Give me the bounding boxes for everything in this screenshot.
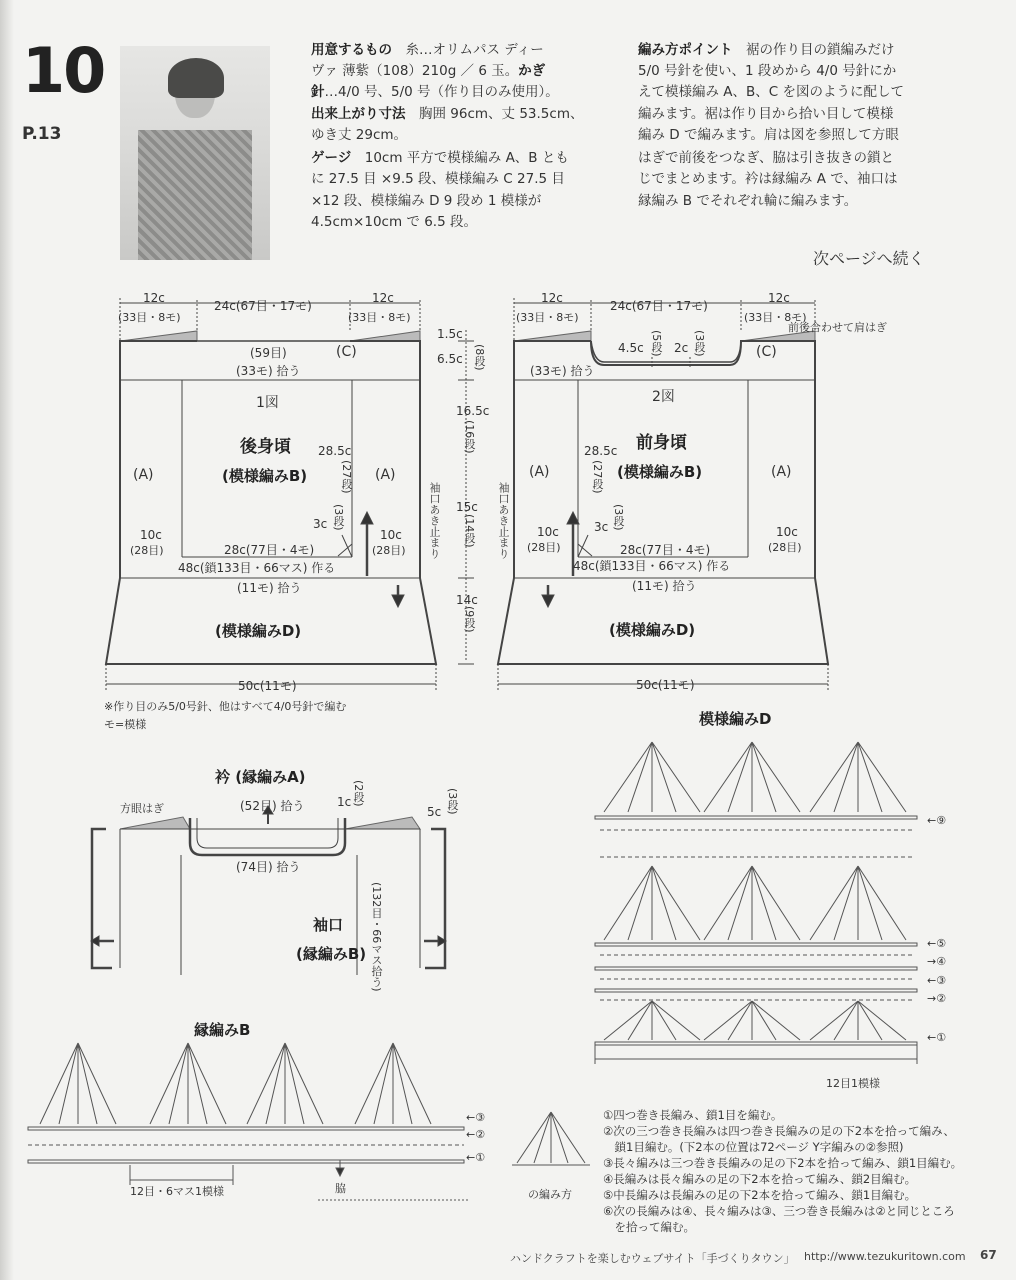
front-title: 前身頃 [636,433,687,453]
edging-b-row-3: ←③ [466,1111,486,1124]
back-w28: 28c(77目・4モ) [224,543,315,557]
materials-line-9: 4.5cm×10cm で 6.5 段。 [311,214,477,230]
note-hooks: ※作り目のみ5/0号針、他はすべて4/0号針で編む [104,700,347,713]
pattern-number: 10 [22,34,105,107]
front-top-left-dim: 12c [541,291,563,305]
pattern-d-row-5: ←⑤ [927,937,947,950]
howto-fan-symbol [512,1112,590,1165]
back-dim-27: (27段) [340,460,353,494]
pattern-d-fans-low [604,1001,906,1040]
pattern-d-row-1: ←① [927,1031,947,1044]
howto-step-2b: 鎖1目編む。(下2本の位置は72ページ Y字編みの②参照) [603,1140,904,1154]
collar-dim-1s: (2段) [352,780,365,807]
pattern-d-bands [595,816,917,1045]
back-dim-3s: (3段) [332,504,345,531]
points-line-3: えて模様編み A、B、C を図のように配して [638,84,905,100]
back-ten-left: 10c [140,528,162,542]
cuff-subtitle: (縁編みB) [296,945,367,963]
collar-title: 衿 (縁編みA) [215,768,306,786]
back-top-right-dim: 12c [372,291,394,305]
materials-line-1: 用意するもの 糸…オリムパス ディー [311,42,544,58]
front-dim-28-5: 28.5c [584,444,618,458]
back-pattern-d: (模様編みD) [215,622,302,640]
dim-14: 14c [456,593,478,607]
front-pattern-c: (C) [756,344,777,360]
front-pick11: (11モ) 拾う [632,579,697,593]
front-pattern-d: (模様編みD) [609,621,696,639]
howto-step-6b: を拾って編む。 [603,1220,695,1234]
collar-grid-join: 方眼はぎ [120,802,164,815]
front-a-left: (A) [529,464,550,480]
front-ten-left-sub: (28目) [527,541,561,554]
howto-step-5: ⑤中長編みは長編みの足の下2本を拾って編み、鎖1目編む。 [603,1188,917,1202]
back-pick11: (11モ) 拾う [237,581,302,595]
howto-step-3: ③長々編みは三つ巻き長編みの足の下2本を拾って編み、鎖1目編む。 [603,1156,963,1170]
edging-b-row-1: ←① [466,1151,486,1164]
pattern-d-repeat: 12目1模様 [826,1077,880,1090]
pattern-d-row-4: →④ [927,955,947,968]
back-ten-right-sub: (28目) [372,544,406,557]
front-ten-right-sub: (28目) [768,541,802,554]
front-w50: 50c(11モ) [636,678,695,692]
pattern-d-fans-top [604,742,906,812]
points-line-6: はぎで前後をつなぎ、脇は引き抜きの鎖と [638,150,894,166]
edging-b-row-2: ←② [466,1128,486,1141]
front-dim-3: 3c [594,520,609,534]
back-top-left-dim: 12c [143,291,165,305]
front-top-right-dim: 12c [768,291,790,305]
points-line-1: 編み方ポイント 裾の作り目の鎖編みだけ [638,42,895,58]
materials-line-3: 針…4/0 号、5/0 号（作り目のみ使用）。 [311,84,559,100]
front-a-right: (A) [771,464,792,480]
front-subtitle: (模様編みB) [617,463,703,481]
collar-pick52: (52目) 拾う [240,799,305,813]
footer-url[interactable]: http://www.tezukuritown.com [804,1250,966,1263]
materials-line-7: に 27.5 目 ×9.5 段、模様編み C 27.5 目 [311,171,565,187]
back-w48: 48c(鎖133目・66マス) 作る [178,561,336,575]
cuff-title: 袖口 [313,916,344,934]
cuff-pick132: (132目・66マス拾う) [370,882,383,992]
front-w28: 28c(77目・4モ) [620,543,711,557]
points-line-7: じでまとめます。衿は縁編み A で、袖口は [638,171,898,187]
edging-b-side: 脇 [335,1182,346,1195]
front-dim-27: (27段) [591,460,604,494]
note-mo: モ=模様 [104,718,147,731]
front-dim-3s: (3段) [612,504,625,531]
back-subtitle: (模様編みB) [222,467,308,485]
edging-b-chart [28,1043,468,1200]
front-neck-3: (3段) [693,330,706,357]
materials-line-4: 出来上がり寸法 胸囲 96cm、丈 53.5cm、 [311,106,584,122]
front-top-left-sub: (33目・8モ) [516,311,579,324]
edging-b-repeat: 12目・6マス1模様 [130,1185,224,1198]
dim-15: 15c [456,500,478,514]
front-ten-left: 10c [537,525,559,539]
back-ten-left-sub: (28目) [130,544,164,557]
back-a-right: (A) [375,467,396,483]
points-line-4: 編みます。裾は作り目から拾い目して模様 [638,106,894,122]
pattern-d-title: 模様編みD [699,710,772,728]
collar-dim-5s: (3段) [446,788,459,815]
page-number: 67 [980,1248,997,1262]
dim-1-5: 1.5c [437,327,463,341]
back-dim-3: 3c [313,517,328,531]
back-top-left-sub: (33目・8モ) [118,311,181,324]
front-fig-number: 2図 [652,389,675,405]
pattern-d-row-2: →② [927,992,947,1005]
pattern-d-row-3: ←③ [927,974,947,987]
front-shoulder-note: 前後合わせて肩はぎ [788,321,887,334]
front-top-mid-dim: 24c(67目・17モ) [610,299,708,313]
points-line-8: 縁編み B でそれぞれ輪に編みます。 [638,193,858,209]
back-top-right-sub: (33目・8モ) [348,311,411,324]
dim-16-5: 16.5c [456,404,490,418]
dim-6-5: 6.5c [437,352,463,366]
back-top-mid-dim: 24c(67目・17モ) [214,299,312,313]
back-dim-28-5: 28.5c [318,444,352,458]
footer-site: ハンドクラフトを楽しむウェブサイト「手づくりタウン」 [510,1252,795,1265]
materials-line-2: ヴァ 薄紫（108）210g ／ 6 玉。かぎ [311,63,546,79]
back-ten-right: 10c [380,528,402,542]
front-neck-4-5: 4.5c [618,341,644,355]
back-pick33: (33モ) 拾う [236,364,301,378]
collar-dim-1: 1c [337,795,352,809]
front-neck-2: 2c [674,341,689,355]
back-w50: 50c(11モ) [238,679,297,693]
howto-step-4: ④長編みは長々編みの足の下2本を拾って編み、鎖2目編む。 [603,1172,917,1186]
pattern-d-chart [595,742,917,1064]
points-line-2: 5/0 号針を使い、1 段めから 4/0 号針にか [638,63,897,79]
dim-6-5s: (8段) [473,344,486,371]
back-opening-stop: 袖口あき止まり [428,482,441,559]
continue-next-page: 次ページへ続く [813,249,925,268]
back-pattern-c: (C) [336,344,357,360]
back-title: 後身頃 [240,437,291,457]
page-reference: P.13 [22,124,62,144]
howto-step-1: ①四つ巻き長編み、鎖1目を編む。 [603,1108,783,1122]
materials-line-8: ×12 段、模様編み D 9 段め 1 模様が [311,193,542,209]
front-top-right-sub: (33目・8モ) [744,311,807,324]
collar-diagram-outline [91,806,446,975]
dim-15s: (14段) [463,514,476,548]
front-opening-stop: 袖口あき止まり [497,482,510,559]
front-w48: 48c(鎖133目・66マス) 作る [573,559,731,573]
howto-step-2: ②次の三つ巻き長編みは四つ巻き長編みの足の下2本を拾って編み、 [603,1124,955,1138]
back-fig-number: 1図 [256,395,279,411]
back-a-left: (A) [133,467,154,483]
pattern-d-row-9: ←⑨ [927,814,947,827]
dim-16-5s: (16段) [463,420,476,454]
pattern-d-fans-mid [604,866,906,940]
points-line-5: 編み D で編みます。肩は図を参照して方眼 [638,127,899,143]
collar-dim-5: 5c [427,805,442,819]
howto-step-6: ⑥次の長編みは④、長々編みは③、三つ巻き長編みは②と同じところ [603,1204,955,1218]
front-neck-5: (5段) [650,330,663,357]
dim-14s: (9段) [463,606,476,633]
materials-line-5: ゆき丈 29cm。 [311,127,408,143]
edging-b-title: 縁編みB [194,1021,251,1039]
front-pick33: (33モ) 拾う [530,364,595,378]
front-ten-right: 10c [776,525,798,539]
materials-line-6: ゲージ 10cm 平方で模様編み A、B とも [311,150,569,166]
back-c59: (59目) [250,346,287,360]
collar-pick74: (74目) 拾う [236,860,301,874]
howto-label: の編み方 [528,1188,572,1201]
